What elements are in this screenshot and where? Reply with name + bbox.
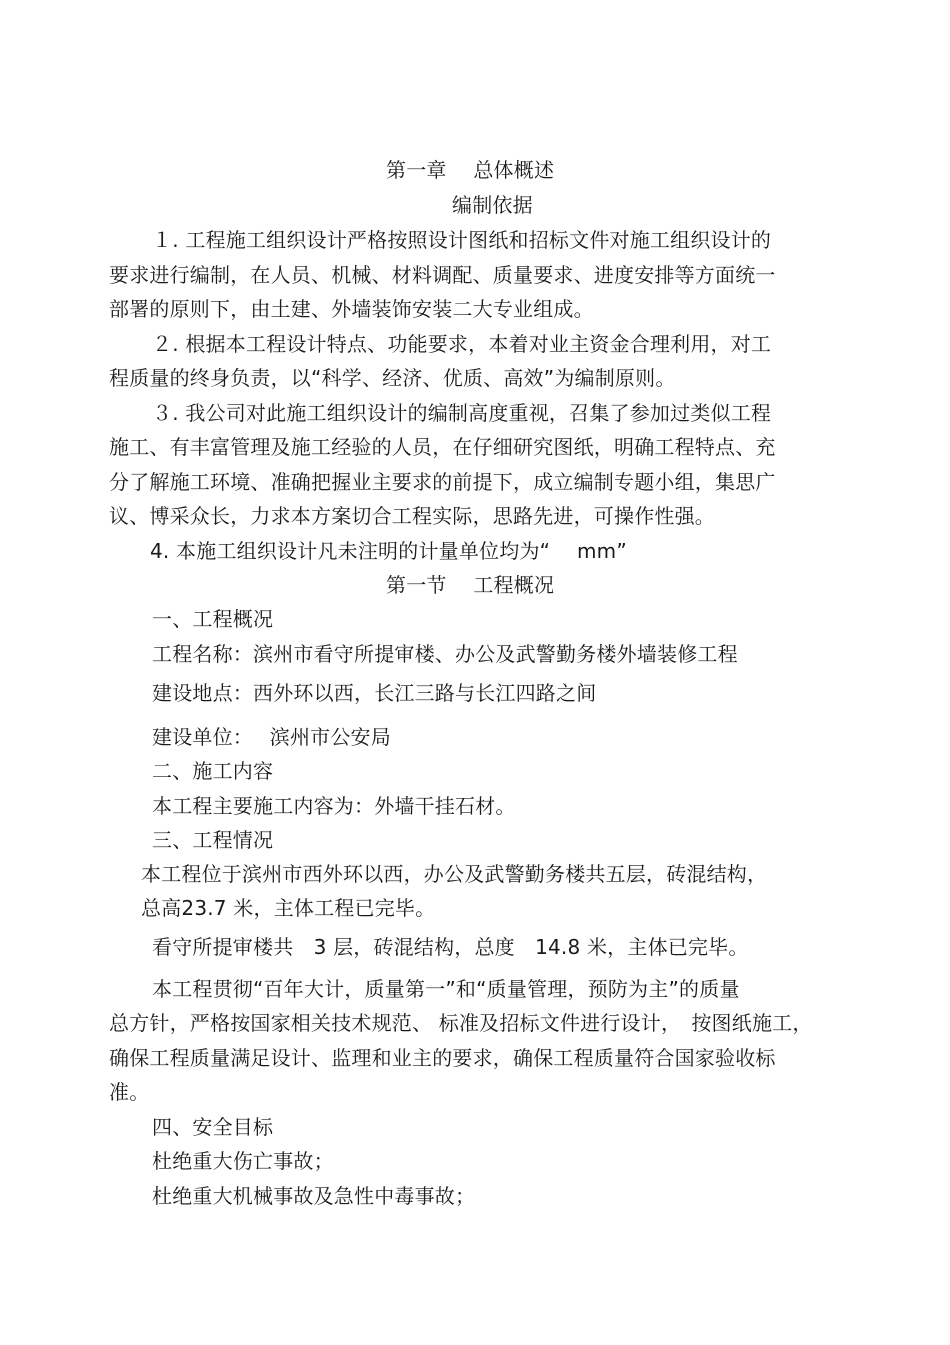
overview-line: 三、工程情况: [152, 828, 274, 852]
overview-line: 杜绝重大机械事故及急性中毒事故；: [152, 1184, 476, 1208]
overview-line: 本工程主要施工内容为：外墙干挂石材。: [152, 794, 516, 818]
basis-line: 要求进行编制，在人员、机械、材料调配、质量要求、进度安排等方面统一: [109, 263, 776, 287]
basis-line: 4. 本施工组织设计凡未注明的计量单位均为“ mm”: [150, 539, 627, 563]
overview-line: 确保工程质量满足设计、监理和业主的要求，确保工程质量符合国家验收标: [109, 1046, 776, 1070]
overview-line: 建设地点：西外环以西，长江三路与长江四路之间: [152, 681, 597, 705]
overview-line: 看守所提审楼共 3 层，砖混结构，总度 14.8 米，主体已完毕。: [152, 935, 749, 959]
overview-line: 一、工程概况: [152, 607, 274, 631]
basis-line: 议、博采众长，力求本方案切合工程实际，思路先进，可操作性强。: [109, 504, 715, 528]
basis-line: 程质量的终身负责，以“科学、经济、优质、高效”为编制原则。: [109, 366, 676, 390]
overview-line: 总高23.7 米，主体工程已完毕。: [141, 896, 436, 920]
basis-line: １. 工程施工组织设计严格按照设计图纸和招标文件对施工组织设计的: [152, 228, 772, 252]
basis-line: 部署的原则下，由土建、外墙装饰安装二大专业组成。: [109, 297, 594, 321]
basis-line: 施工、有丰富管理及施工经验的人员，在仔细研究图纸，明确工程特点、充: [109, 435, 776, 459]
overview-line: 本工程位于滨州市西外环以西，办公及武警勤务楼共五层，砖混结构，: [141, 862, 768, 886]
basis-title: 编制依据: [452, 193, 533, 217]
overview-line: 二、施工内容: [152, 759, 274, 783]
basis-line: ２. 根据本工程设计特点、功能要求，本着对业主资金合理利用，对工: [152, 332, 772, 356]
basis-line: 分了解施工环境、准确把握业主要求的前提下，成立编制专题小组，集思广: [109, 470, 776, 494]
overview-line: 建设单位： 滨州市公安局: [152, 725, 391, 749]
chapter-title: 第一章 总体概述: [386, 158, 555, 182]
overview-line: 工程名称：滨州市看守所提审楼、办公及武警勤务楼外墙装修工程: [152, 642, 738, 666]
basis-line: ３. 我公司对此施工组织设计的编制高度重视，召集了参加过类似工程: [152, 401, 772, 425]
overview-line: 总方针，严格按国家相关技术规范、 标准及招标文件进行设计， 按图纸施工，: [109, 1011, 813, 1035]
section-title: 第一节 工程概况: [386, 573, 555, 597]
overview-line: 本工程贯彻“百年大计，质量第一”和“质量管理，预防为主”的质量: [152, 977, 740, 1001]
overview-line: 四、安全目标: [152, 1115, 274, 1139]
overview-line: 杜绝重大伤亡事故；: [152, 1149, 334, 1173]
overview-line: 准。: [109, 1080, 150, 1104]
